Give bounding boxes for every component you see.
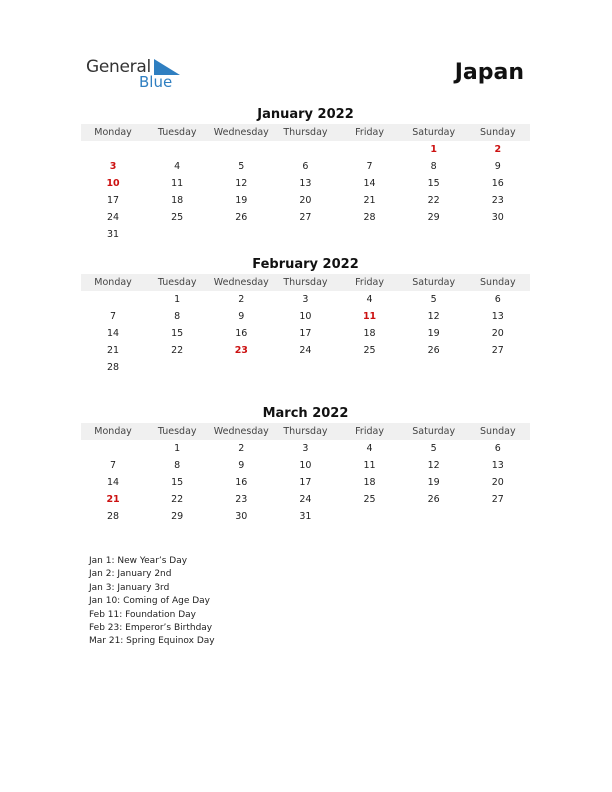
day-cell [338,359,402,376]
day-cell [273,226,337,243]
day-cell: 22 [427,195,440,206]
day-cell: 18 [363,477,376,488]
week-row [81,325,530,342]
day-cell: 6 [494,294,501,305]
month-title: February 2022 [252,257,359,272]
day-cell: 17 [299,328,312,339]
holiday-list-item: Feb 11: Foundation Day [89,609,197,620]
holiday-list [89,555,215,649]
day-cell: 3 [302,294,309,305]
day-cell: 26 [427,345,440,356]
country-title: Japan [454,60,524,85]
day-cell: 14 [363,178,376,189]
day-cell: 7 [366,161,373,172]
day-cell: 23 [235,494,248,505]
day-cell: 13 [491,311,504,322]
day-cell: 2 [238,294,245,305]
weekday-header: Saturday [412,127,456,138]
week-row [81,291,530,308]
day-cell [273,141,337,158]
holiday-list-item: Jan 3: January 3rd [89,582,170,593]
holiday-list-item: Jan 2: January 2nd [89,569,172,580]
day-cell: 9 [494,161,501,172]
day-cell: 30 [491,212,504,223]
holiday-list-item: Mar 21: Spring Equinox Day [89,636,215,647]
day-cell: 21 [363,195,376,206]
day-cell: 20 [491,328,504,339]
day-cell: 19 [235,195,248,206]
day-cell: 4 [174,161,181,172]
day-cell [466,226,530,243]
holiday-day-cell: 1 [430,144,437,155]
weekday-header: Monday [94,127,132,138]
day-cell [81,291,145,308]
day-cell: 25 [363,345,376,356]
holiday-day-cell: 2 [494,144,502,155]
day-cell [338,508,402,525]
week-row [81,192,530,209]
day-cell: 1 [174,443,181,454]
day-cell: 26 [427,494,440,505]
day-cell: 4 [366,443,373,454]
day-cell: 8 [174,460,181,471]
holiday-day-cell: 23 [234,345,248,356]
day-cell: 24 [299,494,312,505]
day-cell: 11 [171,178,184,189]
weekday-header: Friday [355,127,384,138]
day-cell: 22 [171,494,184,505]
day-cell: 27 [491,494,504,505]
day-cell [209,359,273,376]
weekday-header: Tuesday [157,127,197,138]
day-cell: 19 [427,477,440,488]
day-cell [402,226,466,243]
week-row [81,359,530,376]
logo-general-text: General [86,57,151,77]
week-row [81,457,530,474]
day-cell: 3 [302,443,309,454]
weekday-header-row [81,124,530,141]
weekday-header: Saturday [412,426,456,437]
day-cell: 6 [494,443,501,454]
day-cell [338,141,402,158]
weekday-header: Tuesday [157,426,197,437]
holiday-list-item: Feb 23: Emperor’s Birthday [89,622,213,633]
day-cell: 20 [491,477,504,488]
day-cell: 10 [299,460,312,471]
day-cell: 7 [110,311,117,322]
day-cell [209,141,273,158]
day-cell: 10 [299,311,312,322]
holiday-list-item: Jan 10: Coming of Age Day [89,596,210,607]
day-cell: 5 [430,443,437,454]
day-cell: 31 [107,229,120,240]
day-cell [209,226,273,243]
day-cell [81,440,145,457]
weekday-header: Thursday [283,426,328,437]
day-cell: 14 [107,328,120,339]
day-cell: 25 [171,212,184,223]
weekday-header-row [81,274,530,291]
holiday-day-cell: 21 [106,494,120,505]
day-cell: 26 [235,212,248,223]
weekday-header: Monday [94,277,132,288]
weekday-header: Sunday [480,426,516,437]
weekday-header: Thursday [283,277,328,288]
day-cell: 22 [171,345,184,356]
weekday-header: Wednesday [213,277,269,288]
weekday-header: Friday [355,426,384,437]
week-row [81,175,530,192]
day-cell: 20 [299,195,312,206]
day-cell [402,508,466,525]
month-title: January 2022 [257,107,354,122]
day-cell [273,359,337,376]
day-cell: 15 [427,178,440,189]
week-row [81,491,530,508]
day-cell: 25 [363,494,376,505]
day-cell: 27 [491,345,504,356]
day-cell: 31 [299,511,312,522]
day-cell: 8 [174,311,181,322]
day-cell: 12 [427,311,440,322]
day-cell: 21 [107,345,120,356]
logo-blue-text: Blue [139,73,173,91]
day-cell [338,226,402,243]
day-cell: 14 [107,477,120,488]
weekday-header: Sunday [480,127,516,138]
week-row [81,474,530,491]
day-cell: 24 [299,345,312,356]
day-cell: 18 [363,328,376,339]
month-title: March 2022 [262,406,349,421]
week-row [81,342,530,359]
day-cell: 16 [235,477,248,488]
day-cell: 16 [491,178,504,189]
day-cell: 13 [491,460,504,471]
day-cell: 6 [302,161,309,172]
day-cell: 18 [171,195,184,206]
week-row [81,141,530,158]
day-cell: 24 [107,212,120,223]
day-cell: 15 [171,477,184,488]
logo [86,57,196,93]
weekday-header: Friday [355,277,384,288]
week-row [81,209,530,226]
day-cell: 28 [107,511,120,522]
week-row [81,226,530,243]
weekday-header-row [81,423,530,440]
day-cell: 13 [299,178,312,189]
week-row [81,440,530,457]
day-cell: 30 [235,511,248,522]
week-row [81,158,530,175]
weekday-header: Thursday [283,127,328,138]
day-cell [466,508,530,525]
weekday-header: Monday [94,426,132,437]
day-cell: 29 [171,511,184,522]
day-cell: 4 [366,294,373,305]
day-cell: 23 [491,195,504,206]
day-cell: 1 [174,294,181,305]
day-cell: 12 [427,460,440,471]
day-cell: 2 [238,443,245,454]
month-january [81,106,530,243]
weekday-header: Saturday [412,277,456,288]
day-cell: 8 [430,161,437,172]
holiday-day-cell: 11 [362,311,377,322]
day-cell [145,359,209,376]
day-cell [145,141,209,158]
day-cell: 19 [427,328,440,339]
day-cell: 29 [427,212,440,223]
weekday-header: Sunday [480,277,516,288]
day-cell: 11 [363,460,376,471]
day-cell: 5 [238,161,245,172]
holiday-list-item: Jan 1: New Year’s Day [89,556,188,566]
week-row [81,508,530,525]
weekday-header: Tuesday [157,277,197,288]
day-cell [145,226,209,243]
day-cell [402,359,466,376]
day-cell [466,359,530,376]
weekday-header: Wednesday [213,127,269,138]
holiday-day-cell: 10 [106,178,120,189]
day-cell: 28 [107,362,120,373]
day-cell: 28 [363,212,376,223]
day-cell: 17 [107,195,120,206]
day-cell: 9 [238,311,245,322]
day-cell: 17 [299,477,312,488]
weekday-header: Wednesday [213,426,269,437]
holiday-day-cell: 3 [109,161,117,172]
day-cell: 5 [430,294,437,305]
day-cell: 15 [171,328,184,339]
day-cell [81,141,145,158]
week-row [81,308,530,325]
day-cell: 12 [235,178,248,189]
month-february [81,256,530,376]
day-cell: 9 [238,460,245,471]
day-cell: 16 [235,328,248,339]
day-cell: 7 [110,460,117,471]
month-march [81,405,530,525]
day-cell: 27 [299,212,312,223]
